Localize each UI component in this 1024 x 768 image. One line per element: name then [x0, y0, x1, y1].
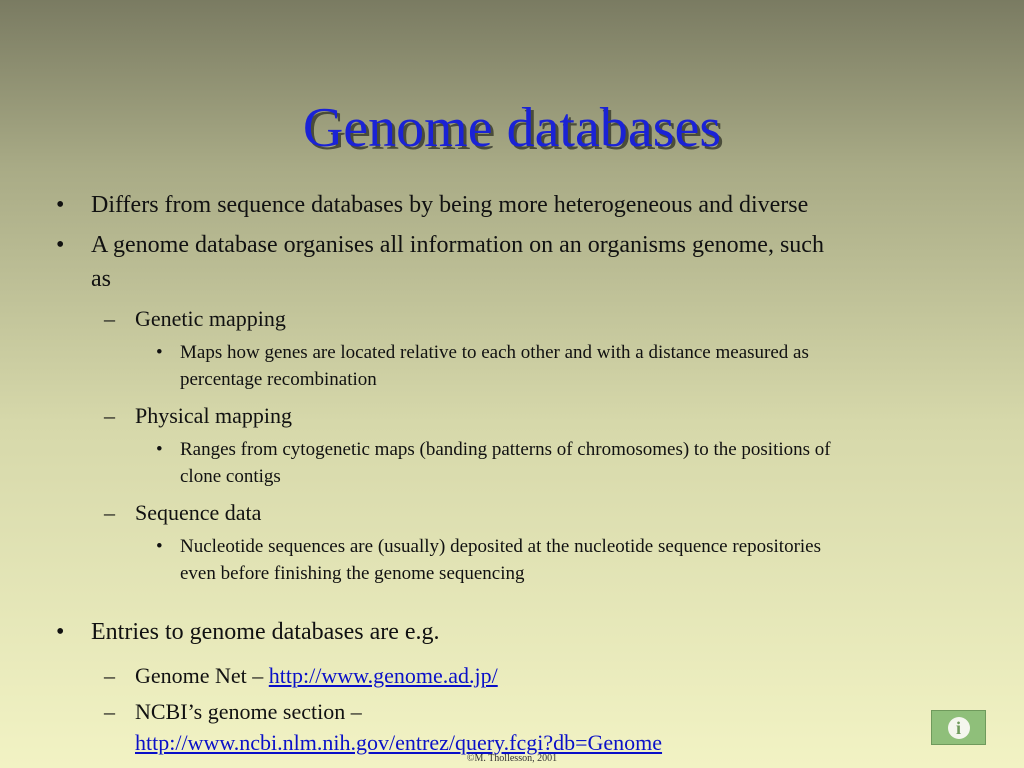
info-button[interactable] — [931, 710, 986, 745]
info-icon: i — [948, 717, 970, 739]
dash-marker: – — [104, 699, 115, 724]
bullet-marker: • — [156, 439, 163, 460]
bullet-text: Entries to genome databases are e.g. — [91, 619, 440, 645]
dash-marker: – — [104, 306, 115, 331]
sub-sub-bullet-text-continued: even before finishing the genome sequencing — [180, 563, 525, 584]
genome-net-entry — [135, 663, 498, 689]
bullet-marker: • — [56, 192, 65, 218]
genome-net-link[interactable]: http://www.genome.ad.jp/ — [268, 663, 498, 688]
dash-marker: – — [104, 500, 115, 525]
bullet-text: A genome database organises all information on an organisms genome, such — [91, 232, 824, 258]
bullet-text-continued: as — [91, 266, 111, 292]
bullet-marker: • — [56, 232, 65, 258]
sub-sub-bullet-text: Ranges from cytogenetic maps (banding patterns of chromosomes) to the positions of — [180, 439, 831, 460]
bullet-marker: • — [156, 342, 163, 363]
ncbi-label: NCBI’s genome section – — [135, 699, 362, 724]
sub-sub-bullet-text-continued: percentage recombination — [180, 369, 377, 390]
sub-sub-bullet-text: Maps how genes are located relative to each other and with a distance measured as — [180, 342, 809, 363]
bullet-text: Differs from sequence databases by being more heterogeneous and diverse — [91, 192, 809, 218]
slide-title: Genome databases — [302, 97, 722, 159]
bullet-marker: • — [156, 536, 163, 557]
bullet-marker: • — [56, 619, 65, 645]
sub-bullet-genetic-mapping: Genetic mapping — [135, 306, 286, 331]
copyright-footer: ©M. Thollesson, 2001 — [466, 753, 558, 764]
ncbi-link[interactable]: http://www.ncbi.nlm.nih.gov/entrez/query.fcgi?db=Genome — [135, 730, 663, 755]
genome-net-label: Genome Net – — [135, 663, 269, 688]
sub-bullet-physical-mapping: Physical mapping — [135, 403, 293, 428]
dash-marker: – — [104, 403, 115, 428]
dash-marker: – — [104, 663, 115, 688]
sub-bullet-sequence-data: Sequence data — [135, 500, 262, 525]
sub-sub-bullet-text: Nucleotide sequences are (usually) deposited at the nucleotide sequence repositories — [180, 536, 822, 557]
sub-sub-bullet-text-continued: clone contigs — [180, 466, 281, 487]
